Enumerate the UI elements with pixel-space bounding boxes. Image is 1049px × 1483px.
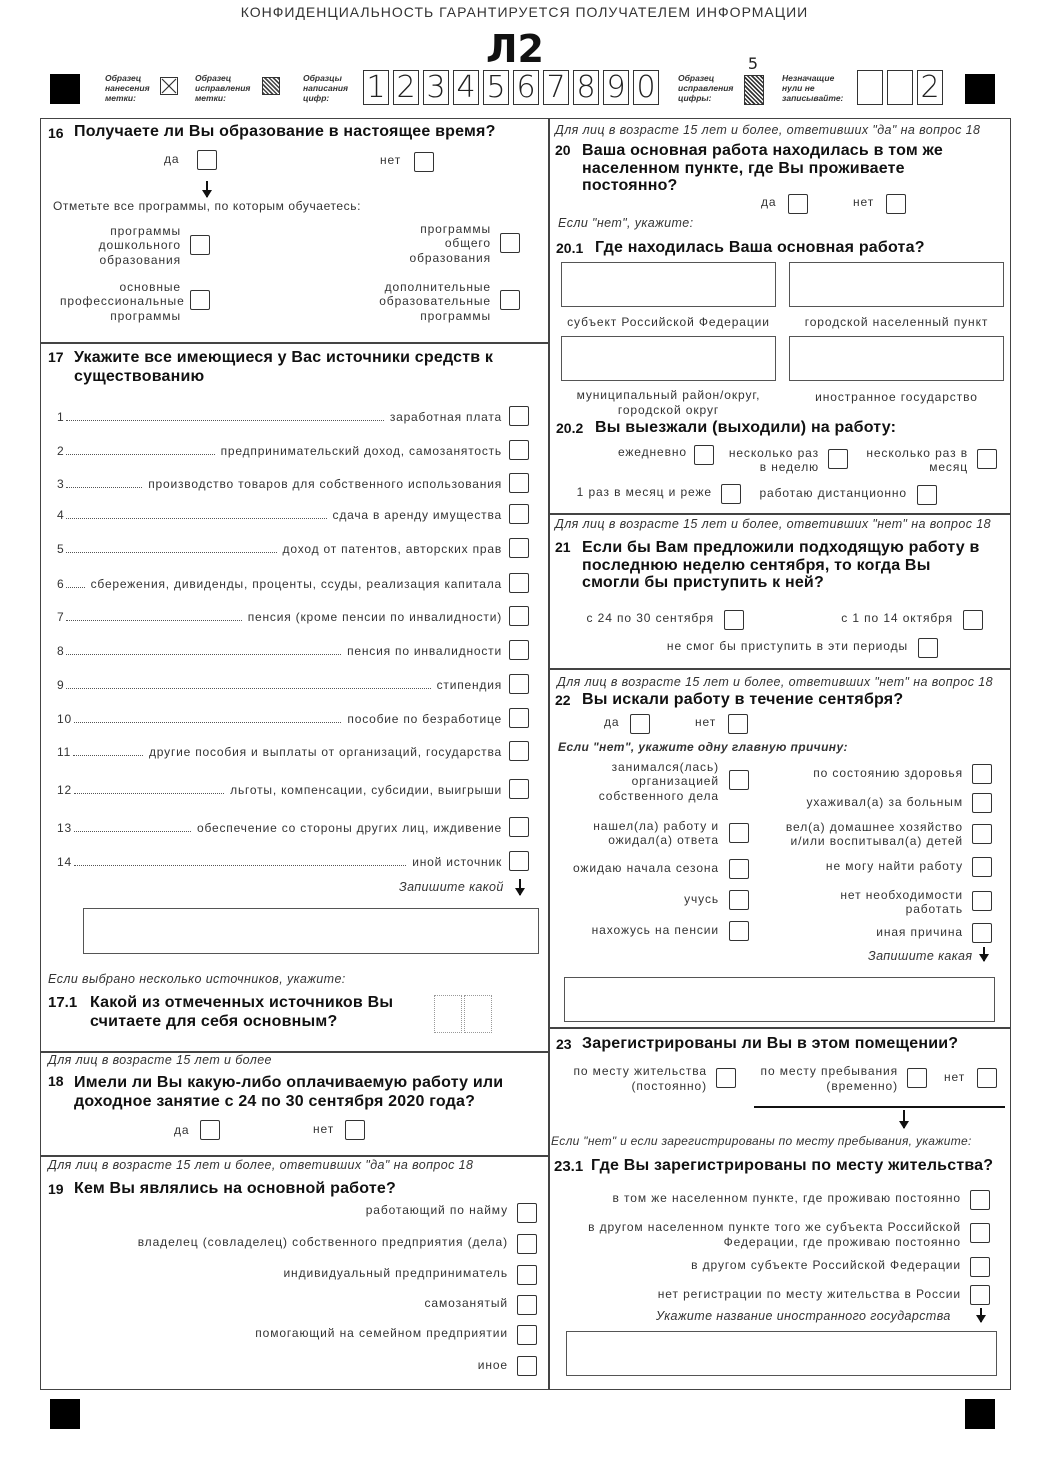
question-number: 17: [48, 349, 64, 365]
option-label: да: [164, 152, 180, 166]
source-label: обеспечение со стороны других лиц, иждивение: [197, 821, 502, 835]
employee-checkbox[interactable]: [517, 1203, 537, 1223]
section-divider: [548, 1027, 1011, 1029]
option-label: основные профессиональные программы: [60, 280, 185, 323]
confidentiality-notice: КОНФИДЕНЦИАЛЬНОСТЬ ГАРАНТИРУЕТСЯ ПОЛУЧАТЕЛЕМ ИНФОРМАЦИИ: [240, 4, 809, 20]
source-number: 1: [57, 410, 65, 424]
additional-education-checkbox[interactable]: [500, 290, 520, 310]
note: Для лиц в возрасте 15 лет и более: [48, 1053, 272, 1067]
lead-zero-empty-box: [887, 70, 913, 105]
option-label: владелец (совладелец) собственного предприятия (дела): [137, 1235, 508, 1249]
no-checkbox[interactable]: [728, 714, 748, 734]
section-divider: [548, 668, 1011, 670]
leader-dots: [66, 587, 84, 588]
question-title: Ваша основная работа находилась в том же населенном пункте, где Вы проживаете постоянно?: [582, 142, 943, 194]
source-number: 2: [57, 444, 65, 458]
source-number: 14: [57, 855, 72, 869]
option-label: ухаживал(а) за больным: [806, 795, 963, 809]
note: Для лиц в возрасте 15 лет и более, ответивших "нет" на вопрос 18: [555, 517, 991, 531]
question-number: 20.2: [556, 420, 584, 436]
down-arrow-icon: [976, 1308, 986, 1322]
no-registration-checkbox[interactable]: [970, 1285, 990, 1305]
form-code: Л2: [485, 27, 544, 71]
family-business-checkbox[interactable]: [517, 1325, 537, 1345]
yes-checkbox[interactable]: [788, 194, 808, 214]
cannot-start-checkbox[interactable]: [918, 638, 938, 658]
source-checkbox[interactable]: [509, 779, 529, 799]
sample-digit: 0: [633, 70, 659, 105]
source-checkbox[interactable]: [509, 851, 529, 871]
option-label: нет: [380, 153, 402, 167]
source-label: доход от патентов, авторских прав: [282, 542, 502, 556]
lead-zero-empty-box: [857, 70, 883, 105]
option-label: дополнительные образовательные программы: [379, 280, 491, 323]
temporary-checkbox[interactable]: [907, 1068, 927, 1088]
source-row: [57, 608, 502, 624]
option-label: по состоянию здоровья: [813, 766, 963, 780]
source-number: 6: [57, 577, 65, 591]
option-label: учусь: [684, 892, 719, 906]
source-number: 11: [57, 745, 72, 759]
question-number: 22: [555, 692, 571, 708]
section-divider: [40, 1155, 549, 1157]
option-label: ожидаю начала сезона: [572, 861, 719, 875]
option-label: самозанятый: [424, 1296, 508, 1310]
weekly-checkbox[interactable]: [828, 449, 848, 469]
source-checkbox[interactable]: [509, 573, 529, 593]
sample-fix-mark-label: Образец исправления метки:: [195, 73, 251, 103]
no-need-checkbox[interactable]: [972, 891, 992, 911]
health-checkbox[interactable]: [972, 764, 992, 784]
subtitle: Отметьте все программы, по которым обучаетесь:: [53, 199, 362, 213]
option-label: нет: [944, 1070, 966, 1084]
note: Для лиц в возрасте 15 лет и более, ответивших "да" на вопрос 18: [555, 123, 981, 137]
option-label: программы общего образования: [409, 222, 491, 265]
option-label: да: [174, 1123, 190, 1137]
note: Для лиц в возрасте 15 лет и более, ответивших "да" на вопрос 18: [48, 1158, 474, 1172]
option-label: несколько раз в месяц: [866, 446, 968, 475]
fix-digit-value: 5: [747, 54, 759, 73]
source-label: другие пособия и выплаты от организаций, государства: [149, 745, 502, 759]
source-number: 4: [57, 508, 65, 522]
question-title: Получаете ли Вы образование в настоящее время?: [74, 123, 496, 140]
source-number: 9: [57, 678, 65, 692]
leader-dots: [74, 831, 191, 832]
same-subject-checkbox[interactable]: [970, 1223, 990, 1243]
question-title: Укажите все имеющиеся у Вас источники средств к существованию: [74, 349, 494, 385]
sample-digit: 1: [363, 70, 389, 105]
down-arrow-icon: [899, 1110, 909, 1128]
district-input[interactable]: [561, 336, 776, 381]
note: Если "нет", укажите:: [558, 216, 694, 230]
source-row: [57, 710, 502, 726]
studying-checkbox[interactable]: [729, 890, 749, 910]
option-label: индивидуальный предприниматель: [283, 1266, 508, 1280]
source-label: пособие по безработице: [347, 712, 502, 726]
option-label: да: [761, 195, 777, 209]
option-label: в другом субъекте Российской Федерации: [691, 1258, 961, 1272]
source-row: [57, 575, 502, 591]
leader-dots: [73, 755, 143, 756]
leader-dots: [66, 454, 214, 455]
sample-digit: 2: [393, 70, 419, 105]
note: Если выбрано несколько источников, укажите:: [48, 972, 346, 986]
source-row: [57, 642, 502, 658]
leader-dots: [66, 688, 430, 689]
sept-checkbox[interactable]: [724, 610, 744, 630]
entrepreneur-checkbox[interactable]: [517, 1265, 537, 1285]
other-subject-checkbox[interactable]: [970, 1257, 990, 1277]
section-divider: [40, 342, 549, 344]
sample-mark-icon: [160, 77, 178, 95]
source-label: пенсия (кроме пенсии по инвалидности): [247, 610, 502, 624]
leader-dots: [66, 420, 383, 421]
source-number: 13: [57, 821, 72, 835]
source-label: льготы, компенсации, субсидии, выигрыши: [230, 783, 502, 797]
leader-dots: [66, 487, 142, 488]
source-row: [57, 540, 502, 556]
question-title: Вы искали работу в течение сентября?: [582, 691, 904, 708]
source-number: 5: [57, 542, 65, 556]
option-label: не смог бы приступить в эти периоды: [666, 639, 908, 653]
other-reason-input[interactable]: [564, 977, 995, 1022]
source-checkbox[interactable]: [509, 538, 529, 558]
lead-zero-label: Незначащие нули не записывайте:: [782, 73, 844, 103]
option-label: по месту жительства (постоянно): [573, 1064, 707, 1093]
professional-checkbox[interactable]: [190, 290, 210, 310]
source-checkbox[interactable]: [509, 606, 529, 626]
option-label: нашел(ла) работу и ожидал(а) ответа: [593, 819, 719, 848]
option-label: нет: [853, 195, 875, 209]
source-checkbox[interactable]: [509, 741, 529, 761]
write-which-label: Запишите какой: [399, 880, 504, 894]
option-label: не могу найти работу: [825, 859, 963, 873]
no-checkbox[interactable]: [345, 1120, 365, 1140]
option-label: нет регистрации по месту жительства в России: [657, 1287, 961, 1301]
source-label: производство товаров для собственного использования: [148, 477, 502, 491]
field-caption: муниципальный район/округ, городской округ: [576, 388, 761, 417]
sample-fix-mark-icon: [262, 77, 280, 95]
question-title: Вы выезжали (выходили) на работу:: [595, 419, 897, 436]
remote-checkbox[interactable]: [917, 485, 937, 505]
yes-checkbox[interactable]: [197, 150, 217, 170]
source-checkbox[interactable]: [509, 473, 529, 493]
source-checkbox[interactable]: [509, 674, 529, 694]
preschool-checkbox[interactable]: [190, 235, 210, 255]
option-label: 1 раз в месяц и реже: [576, 485, 712, 499]
source-checkbox[interactable]: [509, 440, 529, 460]
bracket-line: [754, 1106, 1005, 1108]
registration-mark: [965, 1399, 995, 1429]
source-label: заработная плата: [389, 410, 502, 424]
no-checkbox[interactable]: [886, 194, 906, 214]
leader-dots: [66, 654, 341, 655]
source-row: [57, 743, 502, 759]
sample-digit: 6: [513, 70, 539, 105]
season-checkbox[interactable]: [729, 859, 749, 879]
retired-checkbox[interactable]: [729, 921, 749, 941]
question-number: 23.1: [554, 1158, 584, 1175]
question-title: Зарегистрированы ли Вы в этом помещении?: [582, 1035, 959, 1052]
source-row: [57, 853, 502, 869]
option-label: помогающий на семейном предприятии: [255, 1326, 508, 1340]
option-label: нет: [695, 715, 717, 729]
question-number: 18: [48, 1073, 64, 1089]
column-divider: [548, 118, 550, 1390]
note: Для лиц в возрасте 15 лет и более, ответивших "нет" на вопрос 18: [557, 675, 993, 689]
write-which-label: Запишите какая: [868, 949, 973, 963]
down-arrow-icon: [202, 181, 212, 197]
main-source-digit-box[interactable]: [434, 995, 462, 1033]
field-caption: городской населенный пункт: [804, 315, 989, 329]
registration-mark: [50, 1399, 80, 1429]
question-number: 20.1: [556, 240, 584, 256]
source-checkbox[interactable]: [509, 504, 529, 524]
option-label: да: [604, 715, 620, 729]
source-number: 12: [57, 783, 72, 797]
option-label: с 24 по 30 сентября: [586, 611, 714, 625]
sample-fix-digit-label: Образец исправления цифры:: [678, 73, 734, 103]
cannot-find-checkbox[interactable]: [972, 857, 992, 877]
source-label: стипендия: [436, 678, 502, 692]
source-checkbox[interactable]: [509, 817, 529, 837]
source-row: [57, 819, 502, 835]
option-label: работающий по найму: [365, 1203, 508, 1217]
question-title: Кем Вы являлись на основной работе?: [74, 1180, 396, 1197]
question-title: Если бы Вам предложили подходящую работу в последнюю неделю сентября, то когда Вы смогли бы приступить к ней?: [582, 539, 980, 591]
option-label: нет необходимости работать: [840, 888, 963, 917]
source-label: сбережения, дивиденды, проценты, ссуды, реализация капитала: [90, 577, 502, 591]
foreign-state-label: Укажите название иностранного государства: [656, 1309, 951, 1323]
option-label: ежедневно: [617, 445, 687, 459]
source-row: [57, 506, 502, 522]
yes-checkbox[interactable]: [630, 714, 650, 734]
registration-mark: [965, 74, 995, 104]
question-title: Имели ли Вы какую-либо оплачиваемую работу или доходное занятие с 24 по 30 сентября 2020 года?: [74, 1074, 504, 1110]
field-caption: субъект Российской Федерации: [567, 315, 770, 329]
awaiting-answer-checkbox[interactable]: [729, 823, 749, 843]
sample-digit: 3: [423, 70, 449, 105]
note: Если "нет" и если зарегистрированы по месту пребывания, укажите:: [551, 1134, 972, 1148]
source-label: пенсия по инвалидности: [347, 644, 502, 658]
option-label: с 1 по 14 октября: [841, 611, 953, 625]
city-input[interactable]: [789, 262, 1004, 307]
other-checkbox[interactable]: [517, 1356, 537, 1376]
source-row: [57, 442, 502, 458]
option-label: нахожусь на пенсии: [591, 923, 719, 937]
question-title: Где Вы зарегистрированы по месту жительства?: [591, 1157, 994, 1174]
down-arrow-icon: [515, 879, 525, 895]
option-label: занимался(лась) организацией собственного дела: [598, 760, 719, 803]
source-label: предпринимательский доход, самозанятость: [220, 444, 502, 458]
sample-digit: 9: [603, 70, 629, 105]
question-title: Где находилась Ваша основная работа?: [595, 239, 925, 256]
source-row: [57, 676, 502, 692]
caring-checkbox[interactable]: [972, 793, 992, 813]
note: Если "нет", укажите одну главную причину:: [558, 740, 848, 754]
own-business-checkbox[interactable]: [729, 770, 749, 790]
sample-digit: 7: [543, 70, 569, 105]
yes-checkbox[interactable]: [200, 1120, 220, 1140]
option-label: в том же населенном пункте, где проживаю постоянно: [612, 1191, 961, 1205]
source-label: сдача в аренду имущества: [332, 508, 502, 522]
leader-dots: [66, 518, 326, 519]
country-input[interactable]: [789, 336, 1004, 381]
question-number: 19: [48, 1181, 64, 1197]
source-number: 8: [57, 644, 65, 658]
permanent-checkbox[interactable]: [716, 1068, 736, 1088]
source-checkbox[interactable]: [509, 640, 529, 660]
fix-digit-hatched-box: [744, 75, 764, 105]
source-checkbox[interactable]: [509, 406, 529, 426]
option-label: иная причина: [876, 925, 963, 939]
rarely-checkbox[interactable]: [721, 484, 741, 504]
sample-digit: 4: [453, 70, 479, 105]
leader-dots: [74, 793, 224, 794]
self-employed-checkbox[interactable]: [517, 1295, 537, 1315]
sample-digits-label: Образцы написания цифр:: [303, 73, 349, 103]
leader-dots: [74, 722, 341, 723]
source-number: 10: [57, 712, 72, 726]
main-source-digit-box[interactable]: [464, 995, 492, 1033]
daily-checkbox[interactable]: [694, 445, 714, 465]
leader-dots: [74, 865, 406, 866]
other-source-input[interactable]: [83, 908, 539, 954]
registration-mark: [50, 74, 80, 104]
other-reason-checkbox[interactable]: [972, 923, 992, 943]
option-label: иное: [477, 1358, 508, 1372]
option-label: в другом населенном пункте того же субъекта Российской Федерации, где проживаю постоянно: [588, 1220, 961, 1249]
source-row: [57, 408, 502, 424]
subject-input[interactable]: [561, 262, 776, 307]
section-divider: [548, 513, 1011, 515]
question-title: Какой из отмеченных источников Вы считаете для себя основным?: [90, 994, 394, 1030]
oct-checkbox[interactable]: [963, 610, 983, 630]
option-label: несколько раз в неделю: [728, 446, 819, 475]
leader-dots: [66, 552, 276, 553]
sample-digit: 8: [573, 70, 599, 105]
leader-dots: [66, 620, 241, 621]
question-number: 21: [555, 539, 571, 555]
monthly-checkbox[interactable]: [977, 449, 997, 469]
same-locality-checkbox[interactable]: [970, 1190, 990, 1210]
lead-zero-digit: 2: [917, 70, 943, 105]
no-checkbox[interactable]: [414, 152, 434, 172]
question-number: 23: [556, 1036, 572, 1052]
household-checkbox[interactable]: [972, 824, 992, 844]
sample-mark-label: Образец нанесения метки:: [105, 73, 150, 103]
not-registered-checkbox[interactable]: [977, 1068, 997, 1088]
question-number: 17.1: [48, 994, 78, 1011]
source-row: [57, 781, 502, 797]
question-number: 20: [555, 142, 571, 158]
sample-digit: 5: [483, 70, 509, 105]
source-number: 3: [57, 477, 65, 491]
source-checkbox[interactable]: [509, 708, 529, 728]
question-number: 16: [48, 125, 64, 141]
general-education-checkbox[interactable]: [500, 233, 520, 253]
option-label: нет: [313, 1122, 335, 1136]
source-label: иной источник: [412, 855, 502, 869]
option-label: вел(а) домашнее хозяйство и/или воспитывал(а) детей: [785, 820, 963, 849]
foreign-state-input[interactable]: [566, 1331, 997, 1376]
down-arrow-icon: [979, 947, 989, 961]
option-label: программы дошкольного образования: [98, 224, 181, 267]
option-label: работаю дистанционно: [759, 486, 907, 500]
owner-checkbox[interactable]: [517, 1234, 537, 1254]
field-caption: иностранное государство: [815, 390, 978, 404]
source-number: 7: [57, 610, 65, 624]
option-label: по месту пребывания (временно): [760, 1064, 898, 1093]
source-row: [57, 475, 502, 491]
